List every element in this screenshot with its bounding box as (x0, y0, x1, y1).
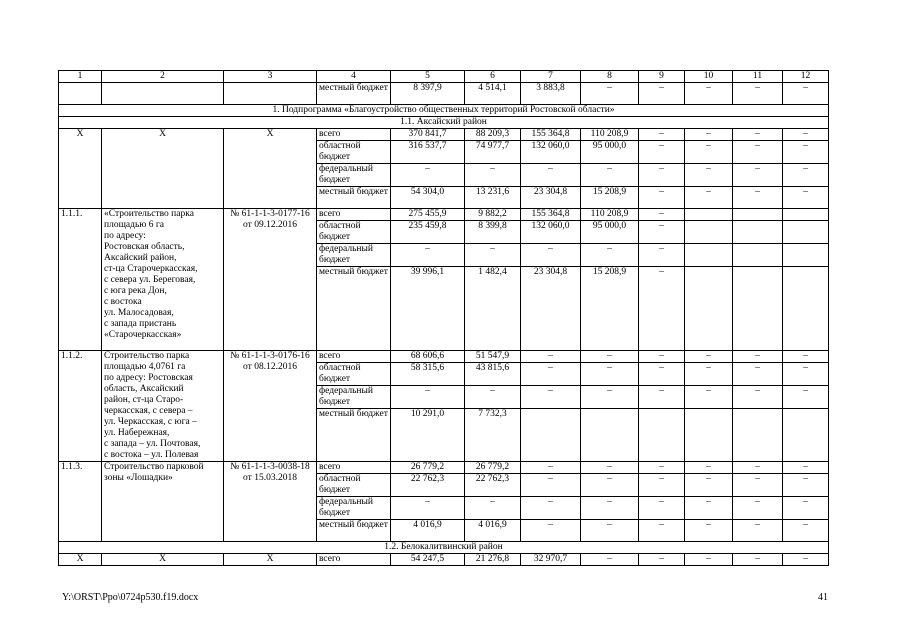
value-cell: – (639, 363, 685, 386)
value-cell: 4 016,9 (465, 520, 521, 542)
value-cell: – (465, 386, 521, 409)
value-cell: – (783, 474, 829, 497)
value-cell: 32 970,7 (521, 554, 581, 566)
project-name-line: площадью 6 га (104, 220, 164, 230)
value-cell: 22 762,3 (465, 474, 521, 497)
value-cell: – (391, 386, 465, 409)
value-cell: 58 315,6 (391, 363, 465, 386)
funding-label: областной бюджет (317, 221, 391, 244)
subprogram-title: 1. Подпрограмма «Благоустройство общественных территорий Ростовской области» (59, 105, 829, 117)
value-cell (685, 221, 733, 244)
value-cell: 13 231,6 (465, 187, 521, 209)
page-number: 41 (818, 592, 828, 603)
table-row (59, 542, 829, 554)
value-cell (783, 409, 829, 462)
value-cell (685, 209, 733, 221)
value-cell: – (639, 267, 685, 351)
column-header: 8 (581, 71, 639, 83)
project-name-line: ул. Набережная, (104, 428, 170, 438)
value-cell: – (639, 129, 685, 141)
value-cell: – (521, 363, 581, 386)
value-cell: – (639, 83, 685, 105)
value-cell (783, 209, 829, 221)
value-cell: – (783, 83, 829, 105)
value-cell: 155 364,8 (521, 129, 581, 141)
value-cell: 8 397,9 (391, 83, 465, 105)
project-name-line: черкасская, с севера – (104, 406, 193, 416)
value-cell: – (639, 462, 685, 474)
table-row (59, 209, 829, 221)
funding-label: местный бюджет (317, 520, 391, 542)
column-header: 3 (224, 71, 317, 83)
value-cell: 23 304,8 (521, 267, 581, 351)
project-document-line: № 61-1-1-3-0176-16 (230, 351, 310, 361)
value-cell: – (639, 164, 685, 187)
value-cell (685, 267, 733, 351)
value-cell: – (783, 554, 829, 566)
project-name-line: «Старочеркасская» (104, 330, 182, 340)
value-cell: – (783, 520, 829, 542)
column-header: 1 (59, 71, 102, 83)
project-name-line: с севера ул. Береговая, (104, 275, 196, 285)
table-row (59, 129, 829, 141)
value-cell: 235 459,8 (391, 221, 465, 244)
value-cell: – (685, 462, 733, 474)
project-name (102, 351, 224, 462)
value-cell: – (581, 363, 639, 386)
value-cell: – (733, 187, 783, 209)
value-cell: – (685, 386, 733, 409)
project-name-line: ул. Малосадовая, (104, 308, 174, 318)
project-name-line: площадью 4,0761 га (104, 362, 186, 372)
value-cell: 15 208,9 (581, 187, 639, 209)
value-cell: – (521, 244, 581, 267)
value-cell: – (521, 462, 581, 474)
project-document (224, 462, 317, 542)
project-document-line: от 09.12.2016 (243, 220, 297, 230)
value-cell (733, 209, 783, 221)
value-cell: 155 364,8 (521, 209, 581, 221)
project-document-line: от 15.03.2018 (243, 473, 297, 483)
value-cell: – (685, 164, 733, 187)
value-cell: 22 762,3 (391, 474, 465, 497)
value-cell: 68 606,6 (391, 351, 465, 363)
funding-label: всего (317, 209, 391, 221)
value-cell: 43 815,6 (465, 363, 521, 386)
value-cell: 132 060,0 (521, 141, 581, 164)
value-cell: – (639, 520, 685, 542)
value-cell: 3 883,8 (521, 83, 581, 105)
value-cell: – (733, 164, 783, 187)
project-document-line: от 08.12.2016 (243, 362, 297, 372)
table-row (59, 351, 829, 363)
value-cell: 95 000,0 (581, 141, 639, 164)
value-cell (685, 409, 733, 462)
value-cell: – (783, 363, 829, 386)
value-cell: – (581, 386, 639, 409)
funding-label: местный бюджет (317, 409, 391, 462)
value-cell: 10 291,0 (391, 409, 465, 462)
value-cell: – (733, 141, 783, 164)
project-name-line: с запада пристань (104, 319, 177, 329)
value-cell (639, 409, 685, 462)
x-mark: Х (224, 129, 317, 209)
value-cell: 26 779,2 (465, 462, 521, 474)
value-cell: – (581, 83, 639, 105)
value-cell: 51 547,9 (465, 351, 521, 363)
value-cell (685, 244, 733, 267)
value-cell: 21 276,8 (465, 554, 521, 566)
value-cell: – (733, 351, 783, 363)
x-mark: Х (59, 129, 102, 209)
value-cell (783, 244, 829, 267)
value-cell: – (639, 554, 685, 566)
value-cell: 370 841,7 (391, 129, 465, 141)
value-cell: 15 208,9 (581, 267, 639, 351)
value-cell: – (783, 164, 829, 187)
project-name-line: Строительство парковой (104, 462, 204, 472)
empty-cell (59, 83, 102, 105)
value-cell: – (783, 462, 829, 474)
funding-label: федеральный бюджет (317, 244, 391, 267)
table-row (59, 117, 829, 129)
column-header: 10 (685, 71, 733, 83)
empty-cell (224, 83, 317, 105)
project-name-line: по адресу: (104, 231, 146, 241)
value-cell: – (639, 351, 685, 363)
value-cell: 95 000,0 (581, 221, 639, 244)
funding-label: местный бюджет (317, 187, 391, 209)
value-cell: – (581, 520, 639, 542)
value-cell: – (685, 497, 733, 520)
table-row (59, 554, 829, 566)
value-cell: 26 779,2 (391, 462, 465, 474)
column-header: 11 (733, 71, 783, 83)
project-document (224, 351, 317, 462)
value-cell (521, 409, 581, 462)
value-cell: – (685, 554, 733, 566)
project-number: 1.1.2. (59, 351, 102, 462)
funding-label: всего (317, 129, 391, 141)
value-cell: – (733, 497, 783, 520)
project-number: 1.1.1. (59, 209, 102, 351)
value-cell: – (733, 83, 783, 105)
value-cell: – (733, 474, 783, 497)
value-cell: – (581, 554, 639, 566)
value-cell: 39 996,1 (391, 267, 465, 351)
value-cell: – (685, 129, 733, 141)
value-cell: 54 247,5 (391, 554, 465, 566)
value-cell: – (465, 497, 521, 520)
funding-label: федеральный бюджет (317, 164, 391, 187)
funding-label: федеральный бюджет (317, 497, 391, 520)
project-name-line: ул. Черкасская, с юга – (104, 417, 197, 427)
project-name-line: с запада – ул. Почтовая, (104, 439, 201, 449)
value-cell: – (783, 386, 829, 409)
project-name-line: Ростовская область, (104, 242, 185, 252)
column-header: 12 (783, 71, 829, 83)
column-header: 6 (465, 71, 521, 83)
value-cell: 4 016,9 (391, 520, 465, 542)
value-cell: – (733, 129, 783, 141)
funding-label: местный бюджет (317, 267, 391, 351)
value-cell: – (581, 164, 639, 187)
x-mark: Х (59, 554, 102, 566)
column-header: 5 (391, 71, 465, 83)
value-cell: 4 514,1 (465, 83, 521, 105)
value-cell: – (685, 83, 733, 105)
value-cell: – (733, 554, 783, 566)
project-number: 1.1.3. (59, 462, 102, 542)
value-cell: – (639, 141, 685, 164)
project-name-line: Аксайский район, (104, 253, 177, 263)
project-name (102, 209, 224, 351)
value-cell: 7 732,3 (465, 409, 521, 462)
value-cell: – (685, 363, 733, 386)
value-cell: – (521, 520, 581, 542)
funding-label: областной бюджет (317, 363, 391, 386)
funding-label: всего (317, 554, 391, 566)
value-cell: – (581, 474, 639, 497)
project-name-line: район, ст-ца Старо- (104, 395, 184, 405)
value-cell: 9 882,2 (465, 209, 521, 221)
value-cell: – (391, 497, 465, 520)
value-cell: – (639, 497, 685, 520)
value-cell: 275 455,9 (391, 209, 465, 221)
value-cell: – (783, 497, 829, 520)
value-cell: – (391, 164, 465, 187)
value-cell: – (581, 497, 639, 520)
value-cell: – (685, 351, 733, 363)
value-cell (733, 244, 783, 267)
value-cell: – (685, 187, 733, 209)
column-header: 9 (639, 71, 685, 83)
project-name-line: Строительство парка (104, 351, 190, 361)
value-cell: – (521, 386, 581, 409)
funding-label: областной бюджет (317, 141, 391, 164)
value-cell: 88 209,3 (465, 129, 521, 141)
value-cell: 8 399,8 (465, 221, 521, 244)
district-title: 1.1. Аксайский район (59, 117, 829, 129)
project-name (102, 462, 224, 542)
value-cell: 316 537,7 (391, 141, 465, 164)
value-cell (733, 409, 783, 462)
value-cell: – (465, 244, 521, 267)
value-cell: 110 208,9 (581, 129, 639, 141)
funding-label: всего (317, 462, 391, 474)
value-cell: 23 304,8 (521, 187, 581, 209)
value-cell: – (685, 141, 733, 164)
x-mark: Х (224, 554, 317, 566)
table-row (59, 71, 829, 83)
value-cell: – (391, 244, 465, 267)
value-cell: – (521, 164, 581, 187)
value-cell (733, 267, 783, 351)
funding-label: федеральный бюджет (317, 386, 391, 409)
project-name-line: с востока – ул. Полевая (104, 450, 199, 460)
project-name-line: ст-ца Старочеркасская, (104, 264, 198, 274)
project-document-line: № 61-1-1-3-0177-16 (230, 209, 310, 219)
value-cell (783, 267, 829, 351)
value-cell: – (581, 351, 639, 363)
value-cell: 74 977,7 (465, 141, 521, 164)
project-document-line: № 61-1-1-3-0038-18 (230, 462, 310, 472)
value-cell: – (685, 474, 733, 497)
value-cell: – (639, 187, 685, 209)
value-cell (783, 221, 829, 244)
x-mark: Х (102, 129, 224, 209)
value-cell: – (639, 244, 685, 267)
value-cell: – (521, 351, 581, 363)
project-name-line: с юга река Дон, (104, 286, 167, 296)
value-cell: – (465, 164, 521, 187)
budget-table (58, 70, 829, 566)
column-header: 2 (102, 71, 224, 83)
column-header: 7 (521, 71, 581, 83)
value-cell: – (521, 474, 581, 497)
value-cell: – (733, 462, 783, 474)
table-row (59, 105, 829, 117)
project-name-line: «Строительство парка (104, 209, 194, 219)
value-cell: – (733, 386, 783, 409)
table-row (59, 462, 829, 474)
value-cell: 110 208,9 (581, 209, 639, 221)
funding-label: всего (317, 351, 391, 363)
value-cell: – (639, 386, 685, 409)
value-cell: – (733, 520, 783, 542)
funding-label: областной бюджет (317, 474, 391, 497)
value-cell: – (783, 141, 829, 164)
value-cell: – (685, 520, 733, 542)
value-cell (581, 409, 639, 462)
value-cell: – (783, 129, 829, 141)
project-name-line: с востока (104, 297, 142, 307)
x-mark: Х (102, 554, 224, 566)
value-cell: – (639, 209, 685, 221)
value-cell: – (521, 497, 581, 520)
value-cell: – (581, 244, 639, 267)
value-cell: 54 304,0 (391, 187, 465, 209)
table-row (59, 83, 829, 105)
funding-label: местный бюджет (317, 83, 391, 105)
project-name-line: область, Аксайский (104, 384, 184, 394)
project-document (224, 209, 317, 351)
file-path: Y:\ORST\Ppo\0724p530.f19.docx (62, 592, 199, 603)
value-cell: – (639, 474, 685, 497)
empty-cell (102, 83, 224, 105)
value-cell: – (783, 187, 829, 209)
value-cell: 132 060,0 (521, 221, 581, 244)
project-name-line: зоны «Лошадки» (104, 473, 173, 483)
value-cell: – (733, 363, 783, 386)
value-cell: – (639, 221, 685, 244)
value-cell: – (581, 462, 639, 474)
value-cell: – (783, 351, 829, 363)
value-cell: 1 482,4 (465, 267, 521, 351)
column-header: 4 (317, 71, 391, 83)
project-name-line: по адресу: Ростовская (104, 373, 193, 383)
district-title: 1.2. Белокалитвинский район (59, 542, 829, 554)
value-cell (733, 221, 783, 244)
